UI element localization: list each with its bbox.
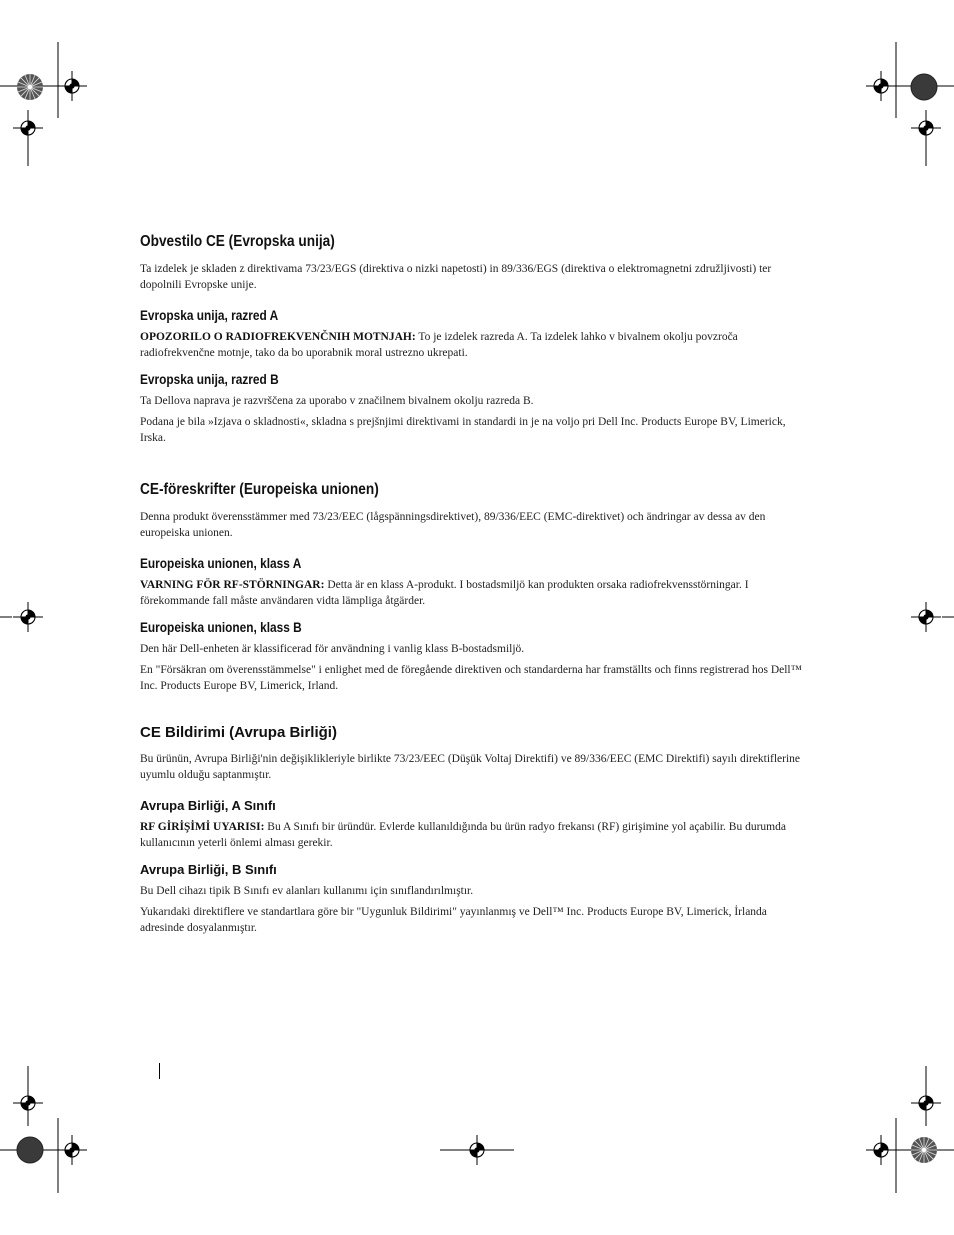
subsection-heading-class-a: Evropska unija, razred A [140, 308, 279, 323]
warning-label: RF GİRİŞİMİ UYARISI: [140, 821, 265, 833]
subsection-heading-class-a: Europeiska unionen, klass A [140, 556, 302, 571]
class-b-paragraph-1: Ta Dellova naprava je razvrščena za uporabo v značilnem bivalnem okolju razreda B. [140, 395, 534, 407]
warning-label: VARNING FÖR RF-STÖRNINGAR: [140, 579, 325, 591]
section-intro: Ta izdelek je skladen z direktivama 73/23/EGS (direktiva o nizki napetosti) in 89/336/EGS (direktiva o elektromagnetni združljivosti) ter dopolnili Evropske unije. [140, 263, 772, 291]
class-b-paragraph-1: Den här Dell-enheten är klassificerad för användning i vanlig klass B-bostadsmiljö. [140, 643, 525, 655]
section-title: CE-föreskrifter (Europeiska unionen) [140, 481, 379, 498]
section-intro: Bu ürünün, Avrupa Birliği'nin değişiklikleriyle birlikte 73/23/EEC (Düşük Voltaj Direktifi) ve 89/336/EEC (EMC Direktifi) sayılı direktiflerine uyumlu olduğu saptanmıştır. [140, 753, 801, 781]
class-b-paragraph-2: Yukarıdaki direktiflere ve standartlara göre bir "Uygunluk Bildirimi" yayınlanmış ve Dell™ Inc. Products Europe BV, Limerick, İrlanda adresinde dosyalanmıştır. [140, 906, 767, 934]
warning-text: To je izdelek razreda A. Ta izdelek lahko v bivalnem okolju povzroča radiofrekvenčne motnje, tako da bo uporabnik moral ustrezno ukrepati. [140, 331, 738, 359]
warning-label: OPOZORILO O RADIOFREKVENČNIH MOTNJAH: [140, 331, 416, 343]
section-swedish [140, 481, 812, 699]
warning-text: Detta är en klass A-produkt. I bostadsmiljö kan produkten orsaka radiofrekvensstörningar. I förekommande fall måste användaren vidta lämpliga åtgärder. [140, 579, 749, 607]
class-b-paragraph-1: Bu Dell cihazı tipik B Sınıfı ev alanları kullanımı için sınıflandırılmıştır. [140, 885, 474, 897]
section-slovenian [140, 233, 812, 451]
section-title: CE Bildirimi (Avrupa Birliği) [140, 724, 337, 741]
subsection-heading-class-b: Evropska unija, razred B [140, 372, 279, 387]
class-a-paragraph [140, 577, 812, 609]
class-b-paragraph-2: En "Försäkran om överensstämmelse" i enlighet med de föregående direktiven och standarderna har framställts och finns registrerad hos Dell™ Inc. Products Europe BV, Limerick, Irland. [140, 664, 802, 692]
class-a-paragraph [140, 329, 812, 361]
class-b-paragraph-2: Podana je bila »Izjava o skladnosti«, skladna s prejšnjimi direktivami in standardi in je na voljo pri Dell Inc. Products Europe BV, Limerick, Irska. [140, 416, 786, 444]
warning-text: Bu A Sınıfı bir üründür. Evlerde kullanıldığında bu ürün radyo frekansı (RF) girişimine yol açabilir. Bu durumda kullanıcının yeterli önlemi alması gerekir. [140, 821, 786, 849]
subsection-heading-class-a: Avrupa Birliği, A Sınıfı [140, 798, 276, 813]
margin-bar [159, 1063, 160, 1079]
section-title: Obvestilo CE (Evropska unija) [140, 233, 335, 250]
subsection-heading-class-b: Europeiska unionen, klass B [140, 620, 302, 635]
section-turkish [140, 724, 812, 941]
class-a-paragraph [140, 819, 812, 851]
subsection-heading-class-b: Avrupa Birliği, B Sınıfı [140, 862, 277, 877]
section-intro: Denna produkt överensstämmer med 73/23/EEC (lågspänningsdirektivet), 89/336/EEC (EMC-direktivet) och ändringar av dessa av den europeiska unionen. [140, 511, 766, 539]
